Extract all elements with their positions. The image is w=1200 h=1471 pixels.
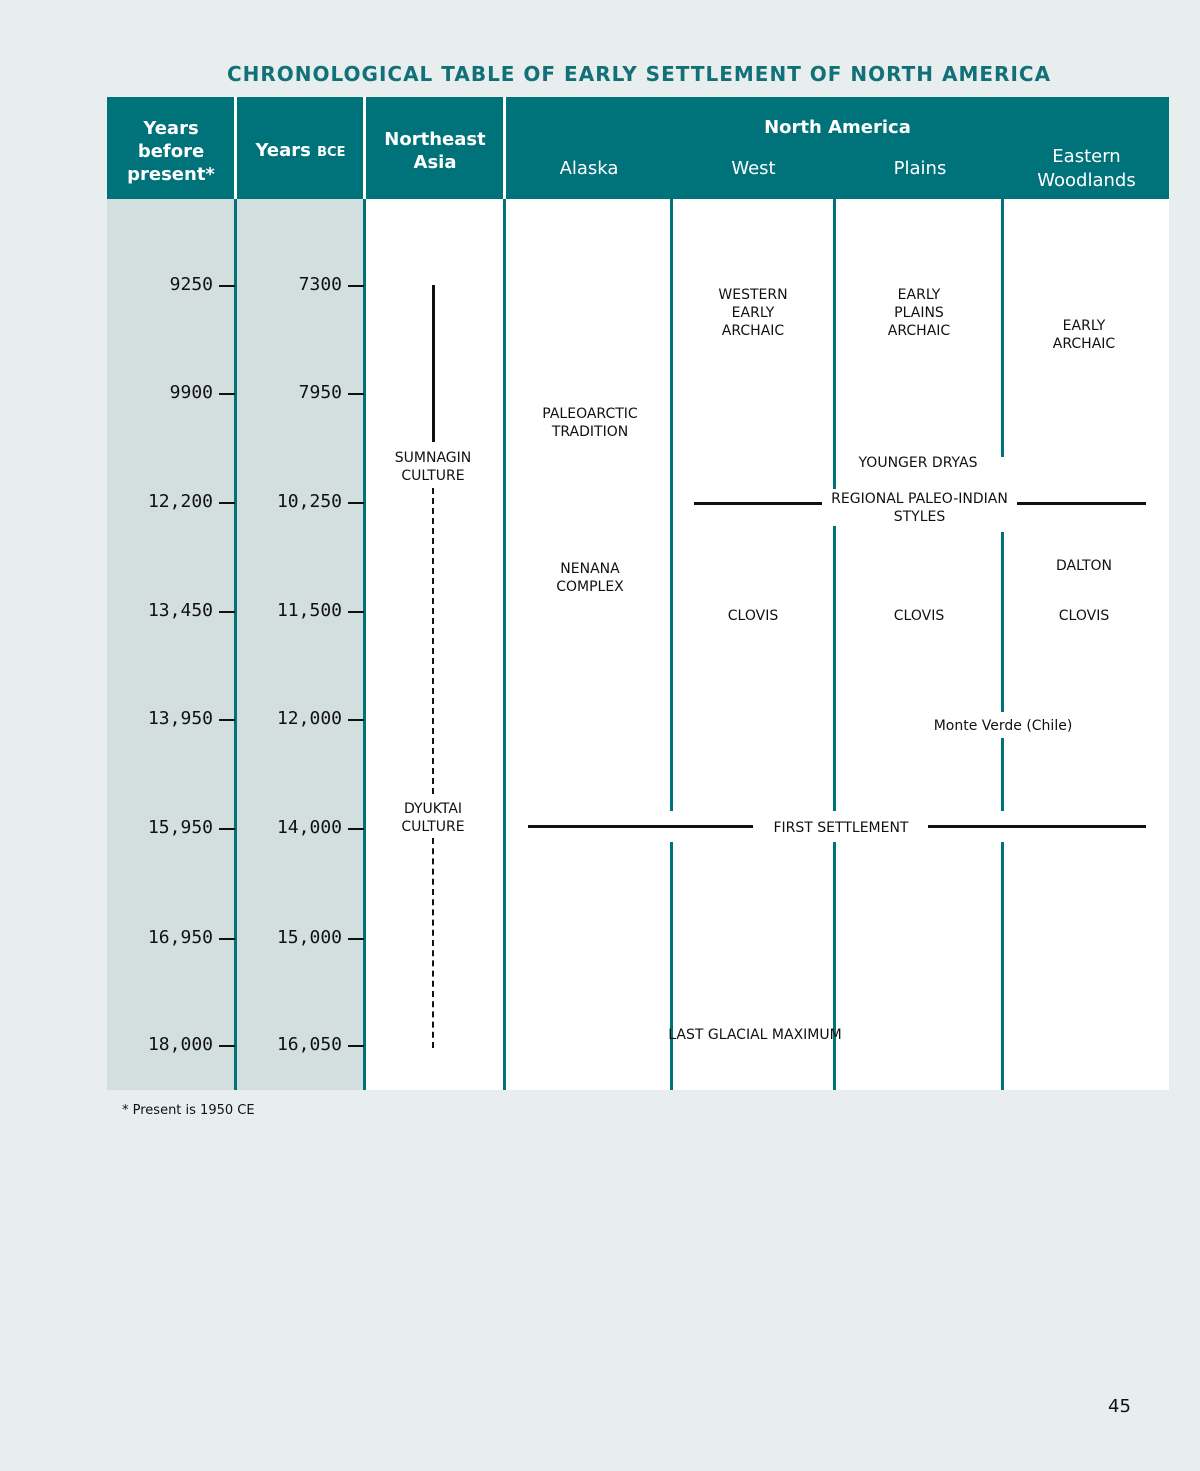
younger-dryas-label: YOUNGER DRYAS [858,455,978,471]
column-divider [833,842,836,1090]
column-divider [833,526,836,811]
column-divider [503,199,506,1090]
clovis-eastern-label: CLOVIS [1058,608,1110,624]
year-bp-label: 12,200 [147,491,213,512]
year-bp-label: 18,000 [147,1034,213,1055]
first-settlement-line [928,825,1146,828]
year-tick [348,1045,364,1047]
column-divider [1001,842,1004,1090]
sumnagin-culture-label: SUMNAGIN CULTURE [394,450,472,484]
header-years-bce-suffix: BCE [317,145,346,160]
year-tick [219,938,235,940]
header-plains: Plains [893,158,947,179]
header-northeast-asia: Northeast Asia [384,129,486,173]
year-tick [219,611,235,613]
dyuktai-culture-label: DYUKTAI CULTURE [401,801,465,835]
dalton-label: DALTON [1055,558,1113,574]
column-divider [234,199,237,1090]
column-divider [833,199,836,489]
paleoarctic-tradition-label: PALEOARCTIC TRADITION [542,406,638,440]
clovis-plains-label: CLOVIS [893,608,945,624]
table-title: CHRONOLOGICAL TABLE OF EARLY SETTLEMENT OF NORTH AMERICA [226,62,1052,86]
year-bce-label: 16,050 [276,1034,342,1055]
year-tick [348,719,364,721]
dyuktai-range-bar [432,838,436,1048]
header-eastern-woodlands: Eastern Woodlands [1037,146,1136,191]
footnote: * Present is 1950 CE [122,1103,255,1118]
year-tick [348,828,364,830]
year-bp-label: 9900 [169,382,213,403]
year-tick [219,502,235,504]
year-tick [348,393,364,395]
sumnagin-range-bar [432,285,435,442]
year-tick [219,719,235,721]
year-bp-label: 13,950 [147,708,213,729]
year-tick [219,285,235,287]
column-divider [670,842,673,1090]
regional-paleo-indian-styles-label: REGIONAL PALEO-INDIAN STYLES [831,491,1008,525]
column-divider [1001,199,1004,457]
year-bce-label: 7950 [298,382,342,403]
header-years-bce [237,140,364,161]
last-glacial-maximum-label: LAST GLACIAL MAXIMUM [668,1027,842,1043]
column-divider [363,199,366,1090]
monte-verde-label: Monte Verde (Chile) [933,718,1073,734]
year-tick [219,393,235,395]
header-years-bp: Years before present* [127,118,215,185]
clovis-west-label: CLOVIS [727,608,779,624]
column-divider [670,199,673,811]
regional-styles-line [694,502,822,505]
header-north-america: North America [764,117,911,138]
year-bp-label: 13,450 [147,600,213,621]
western-early-archaic-label: WESTERN EARLY ARCHAIC [718,287,788,339]
year-bp-label: 15,950 [147,817,213,838]
sumnagin-dyuktai-range-bar [432,488,436,794]
first-settlement-line [528,825,753,828]
year-tick [348,938,364,940]
year-tick [219,828,235,830]
year-bce-label: 10,250 [276,491,342,512]
page-number: 45 [1108,1396,1131,1417]
year-tick [348,502,364,504]
first-settlement-label: FIRST SETTLEMENT [773,820,909,836]
column-divider [1001,738,1004,811]
early-archaic-label: EARLY ARCHAIC [1052,318,1116,352]
header-alaska: Alaska [559,158,619,179]
early-plains-archaic-label: EARLY PLAINS ARCHAIC [887,287,951,339]
year-bce-label: 12,000 [276,708,342,729]
nenana-complex-label: NENANA COMPLEX [556,561,624,595]
year-tick [348,285,364,287]
year-tick [219,1045,235,1047]
header-west: West [731,158,776,179]
year-bce-label: 7300 [298,274,342,295]
year-bce-label: 11,500 [276,600,342,621]
column-divider [1001,532,1004,712]
year-bp-label: 9250 [169,274,213,295]
header-years-bce-word: Years [255,140,311,161]
year-tick [348,611,364,613]
year-bp-label: 16,950 [147,927,213,948]
regional-styles-line [1017,502,1146,505]
year-bce-label: 15,000 [276,927,342,948]
year-bce-label: 14,000 [276,817,342,838]
